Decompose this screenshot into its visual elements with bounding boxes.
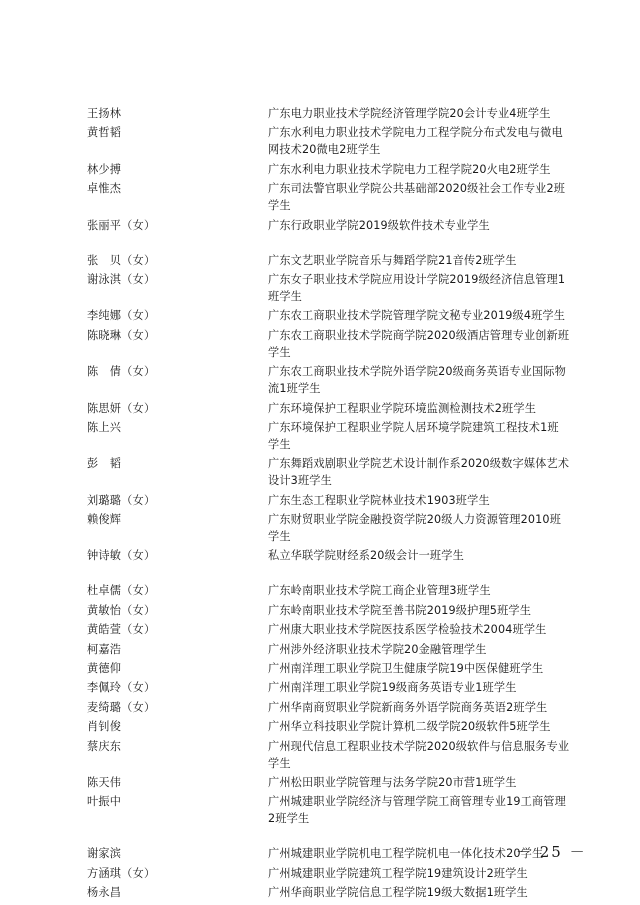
person-affiliation: 广州华南商贸职业学院新商务外语学院商务英语2班学生 <box>268 700 548 714</box>
person-name: 陈思妍（女） <box>87 401 156 415</box>
page-number: － 25 － <box>516 843 587 861</box>
person-affiliation: 广东水利电力职业技术学院电力工程学院20火电2班学生 <box>268 162 551 176</box>
list-item <box>0 511 640 545</box>
list-item <box>0 602 640 619</box>
person-affiliation: 私立华联学院财经系20级会计一班学生 <box>268 549 464 563</box>
person-name: 王扬林 <box>87 107 122 120</box>
list-item <box>0 793 640 827</box>
list-item <box>0 455 640 489</box>
person-name: 陈 倩（女） <box>87 365 156 379</box>
person-name: 钟诗敏（女） <box>87 549 156 563</box>
person-affiliation: 广州城建职业学院经济与管理学院工商管理专业19工商管理2班学生 <box>268 795 566 826</box>
person-affiliation: 广东电力职业技术学院经济管理学院20会计专业4班学生 <box>268 107 551 120</box>
person-affiliation: 广州华商职业学院信息工程学院19级大数据1班学生 <box>268 886 528 900</box>
list-item <box>0 738 640 772</box>
person-affiliation: 广州南洋理工职业学院19级商务英语专业1班学生 <box>268 681 517 695</box>
person-affiliation: 广东行政职业学院2019级软件技术专业学生 <box>268 218 490 232</box>
list-item <box>0 679 640 696</box>
list-item <box>0 363 640 397</box>
person-name: 黄敏怡（女） <box>87 603 156 617</box>
list-item <box>0 699 640 716</box>
person-affiliation: 广东司法警官职业学院公共基础部2020级社会工作专业2班学生 <box>268 182 566 213</box>
person-affiliation: 广东生态工程职业学院林业技术1903班学生 <box>268 493 490 507</box>
list-item <box>0 660 640 677</box>
person-affiliation: 广东舞蹈戏剧职业学院艺术设计制作系2020级数字媒体艺术设计3班学生 <box>268 457 570 488</box>
list-item <box>0 492 640 509</box>
person-name: 卓惟杰 <box>87 182 122 196</box>
list-item <box>0 774 640 791</box>
person-affiliation: 广东水利电力职业技术学院电力工程学院分布式发电与微电网技术20微电2班学生 <box>268 126 563 157</box>
person-affiliation: 广东农工商职业技术学院外语学院20级商务英语专业国际物流1班学生 <box>268 365 566 396</box>
person-name: 谢泳淇（女） <box>87 272 156 286</box>
person-affiliation: 广州松田职业学院管理与法务学院20市营1班学生 <box>268 775 517 789</box>
person-name: 张丽平（女） <box>87 218 156 232</box>
person-name: 陈天伟 <box>87 775 122 789</box>
person-name: 杨永昌 <box>87 886 122 900</box>
person-name: 方涵琪（女） <box>87 866 156 880</box>
list-item <box>0 547 640 564</box>
person-name: 林少搏 <box>87 162 122 176</box>
award-list <box>0 105 640 904</box>
person-affiliation: 广东环境保护工程职业学院环境监测检测技术2班学生 <box>268 401 537 415</box>
person-name: 张 贝（女） <box>87 253 156 267</box>
person-affiliation: 广东财贸职业学院金融投资学院20级人力资源管理2010班学生 <box>268 513 562 544</box>
list-item <box>0 865 640 882</box>
person-affiliation: 广州华立科技职业学院计算机二级学院20级软件5班学生 <box>268 720 551 734</box>
person-name: 肖钊俊 <box>87 720 122 734</box>
list-item <box>0 884 640 901</box>
person-name: 李纯娜（女） <box>87 309 156 323</box>
person-affiliation: 广州涉外经济职业技术学院20金融管理学生 <box>268 642 487 656</box>
person-name: 刘璐璐（女） <box>87 493 156 507</box>
list-item <box>0 105 640 122</box>
person-affiliation: 广东女子职业技术学院应用设计学院2019级经济信息管理1班学生 <box>268 272 566 303</box>
person-affiliation: 广东农工商职业技术学院管理学院文秘专业2019级4班学生 <box>268 309 566 323</box>
person-affiliation: 广州康大职业技术学院医技系医学检验技术2004班学生 <box>268 623 547 637</box>
list-item <box>0 621 640 638</box>
person-name: 黄哲韬 <box>87 126 122 140</box>
person-name: 赖俊辉 <box>87 513 122 527</box>
person-name: 李佩玲（女） <box>87 681 156 695</box>
person-name: 柯嘉浩 <box>87 642 122 656</box>
list-item <box>0 217 640 234</box>
person-affiliation: 广东文艺职业学院音乐与舞蹈学院21音传2班学生 <box>268 253 517 267</box>
person-name: 蔡庆东 <box>87 739 122 753</box>
person-name: 叶振中 <box>87 795 122 809</box>
person-affiliation: 广州城建职业学院机电工程学院机电一体化技术20学生 <box>268 847 544 861</box>
list-item <box>0 419 640 453</box>
list-item <box>0 180 640 214</box>
person-affiliation: 广东环境保护工程职业学院人居环境学院建筑工程技术1班学生 <box>268 420 559 451</box>
person-name: 彭 韬 <box>87 457 122 471</box>
person-affiliation: 广州南洋理工职业学院卫生健康学院19中医保健班学生 <box>268 662 544 676</box>
person-affiliation: 广州城建职业学院建筑工程学院19建筑设计2班学生 <box>268 866 528 880</box>
list-item <box>0 124 640 158</box>
person-name: 陈上兴 <box>87 420 122 434</box>
list-item <box>0 307 640 324</box>
person-affiliation: 广东农工商职业技术学院商学院2020级酒店管理专业创新班学生 <box>268 328 570 359</box>
person-name: 黄德仰 <box>87 662 122 676</box>
list-item <box>0 271 640 305</box>
person-name: 谢家滨 <box>87 847 122 861</box>
list-item <box>0 400 640 417</box>
list-item <box>0 327 640 361</box>
list-item <box>0 641 640 658</box>
list-item <box>0 582 640 599</box>
person-affiliation: 广东岭南职业技术学院至善书院2019级护理5班学生 <box>268 603 532 617</box>
list-item <box>0 718 640 735</box>
person-affiliation: 广东岭南职业技术学院工商企业管理3班学生 <box>268 584 491 598</box>
person-affiliation: 广州现代信息工程职业技术学院2020级软件与信息服务专业学生 <box>268 739 570 770</box>
person-name: 黄皓萱（女） <box>87 623 156 637</box>
list-item <box>0 161 640 178</box>
person-name: 陈晓琳（女） <box>87 328 156 342</box>
list-item <box>0 252 640 269</box>
person-name: 麦绮璐（女） <box>87 700 156 714</box>
person-name: 杜卓儒（女） <box>87 584 156 598</box>
